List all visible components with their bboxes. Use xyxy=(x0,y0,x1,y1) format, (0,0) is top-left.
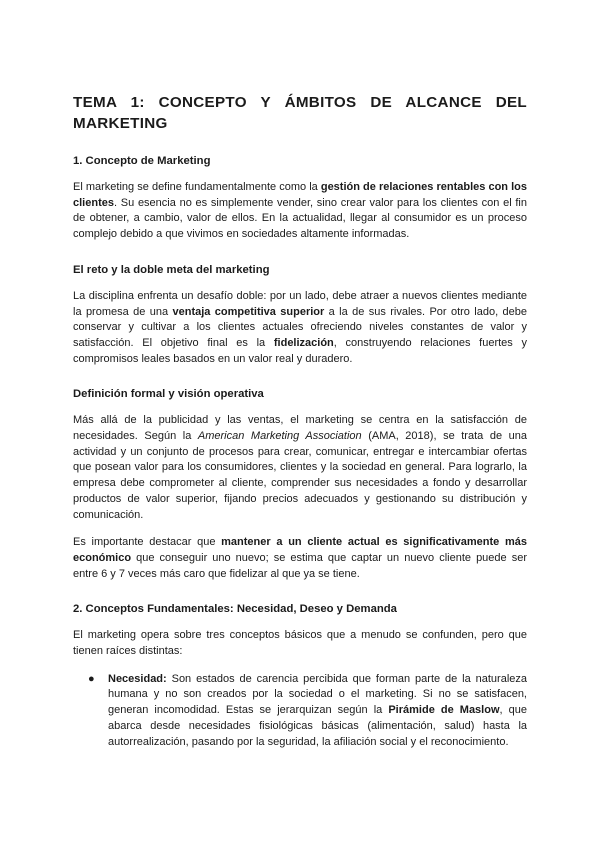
bold-text: fidelización xyxy=(273,336,334,349)
text-run: El marketing se define fundamentalmente como la xyxy=(73,181,321,193)
list-item-necesidad xyxy=(73,672,527,751)
title-line-2: MARKETING xyxy=(73,115,168,132)
text-run: Más allá de la publicidad y las ventas, el marketing se centra en la satisfacción de necesidades. Según la xyxy=(73,414,527,443)
text-run: (AMA, 2018), se trata de una actividad y un conjunto de procesos para crear, comunicar, entregar e intercambiar ofertas que posean valor para los consumidores, clientes y la sociedad en general. Para lograrlo, la empresa debe comprometer al cliente, comprender sus necesidades a fondo y desarrollar productos de valor superior, fijando precios adecuados y gestionando su distribución y comunicación. xyxy=(73,430,527,521)
text-run: , construyendo relaciones fuertes y compromisos leales basados en un valor real y duradero. xyxy=(73,336,528,365)
italic-text: American Marketing Association xyxy=(197,430,362,443)
bold-text: ventaja competitiva superior xyxy=(172,305,325,318)
text-run: Son estados de carencia percibida que forman parte de la naturaleza humana y no son creados por la sociedad o el marketing. Si no se satisfacen, generan incomodidad. Estas se jerarquizan según la xyxy=(108,672,527,717)
section-heading-conceptos-fundamentales: 2. Conceptos Fundamentales: Necesidad, Deseo y Demanda xyxy=(73,603,397,616)
section-heading-reto: El reto y la doble meta del marketing xyxy=(73,263,270,276)
concepts-list xyxy=(73,672,527,751)
paragraph-cliente-actual xyxy=(73,535,527,582)
text-run: , que abarca desde necesidades fisiológicas básicas (alimentación, salud) hasta la autorrealización, pasando por la seguridad, la afiliación social y el reconocimiento. xyxy=(108,704,527,748)
title-line-1: TEMA 1: CONCEPTO Y ÁMBITOS DE ALCANCE DEL xyxy=(73,94,527,111)
text-run: . Su esencia no es simplemente vender, sino crear valor para los clientes con el fin de obtener, a cambio, valor de ellos. En la actualidad, llegar al consumidor es un proceso complejo debido a que vivimos en sociedades altamente informadas. xyxy=(73,196,527,241)
text-run: La disciplina enfrenta un desafío doble: por un lado, debe atraer a nuevos clientes mediante la promesa de una xyxy=(73,289,527,318)
text-run: que conseguir uno nuevo; se estima que captar un nuevo cliente puede ser entre 6 y 7 veces más caro que fidelizar al que ya se tiene. xyxy=(73,551,527,580)
document-body xyxy=(73,92,527,750)
bold-text: mantener a un cliente actual es significativamente más económico xyxy=(73,536,527,564)
bullet-icon: ● xyxy=(88,672,95,685)
text-run: Es importante destacar que xyxy=(73,536,222,549)
text-run: a la de sus rivales. Por otro lado, debe conservar y cultivar a los clientes actuales ofreciendo niveles constantes de valor y satisfacción. El objetivo final es la xyxy=(73,305,527,349)
section-heading-definicion: Definición formal y visión operativa xyxy=(73,388,264,401)
bold-text: gestión de relaciones rentables con los clientes xyxy=(73,181,527,209)
paragraph-definicion xyxy=(73,413,527,523)
section-heading-concepto: 1. Concepto de Marketing xyxy=(73,155,211,167)
paragraph-intro-conceptos: El marketing opera sobre tres conceptos básicos que a menudo se confunden, pero que tienen raíces distintas: xyxy=(73,629,527,658)
paragraph-concepto xyxy=(73,180,527,243)
bold-text: Pirámide de Maslow xyxy=(388,704,500,717)
document-title xyxy=(73,92,527,134)
paragraph-reto xyxy=(73,289,527,368)
bold-text: Necesidad: xyxy=(108,672,167,685)
